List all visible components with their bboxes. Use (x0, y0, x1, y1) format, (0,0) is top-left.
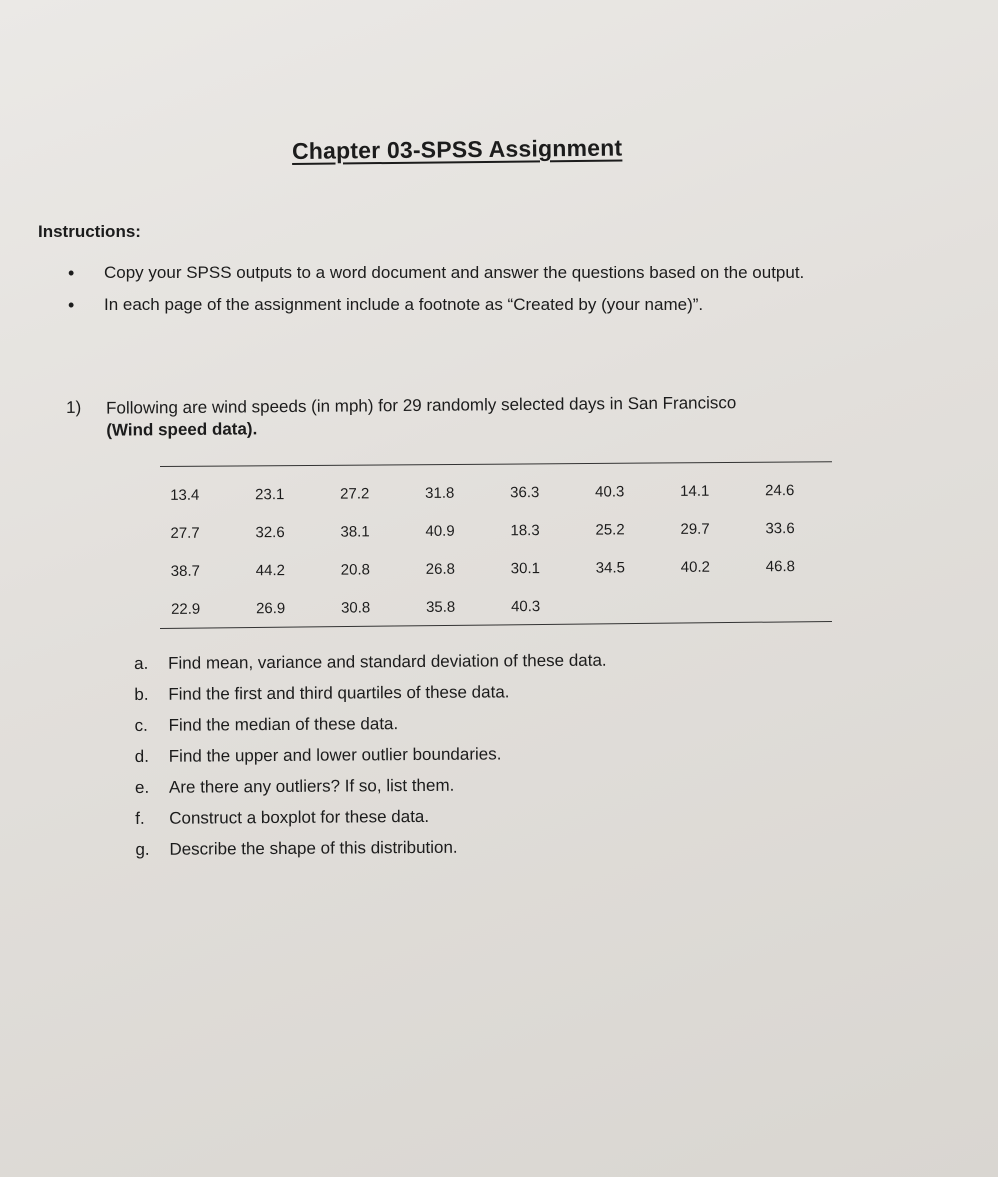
subquestion-letter: f. (135, 808, 145, 828)
instruction-item (60, 262, 880, 284)
table-cell: 30.8 (340, 598, 371, 617)
subquestion-letter: b. (134, 684, 149, 704)
data-table (160, 471, 841, 628)
table-cell: 26.9 (255, 599, 286, 617)
bullet-icon: • (68, 263, 75, 283)
subquestion-letter: d. (134, 746, 150, 766)
subquestion-item (130, 707, 607, 741)
question-prompt: Following are wind speeds (in mph) for 29 randomly selected days in San Francisco (106, 393, 737, 418)
instruction-item (60, 294, 880, 316)
instruction-text: Copy your SPSS outputs to a word document and answer the questions based on the output. (104, 263, 805, 282)
table-cell: 26.8 (425, 560, 456, 578)
table-cell: 36.3 (510, 483, 540, 501)
table-cell: 20.8 (340, 560, 371, 579)
table-cell: 33.6 (765, 519, 795, 537)
subquestion-list (130, 645, 608, 865)
subquestion-item (131, 800, 608, 834)
question-1 (66, 391, 886, 440)
subquestion-item (131, 831, 608, 865)
subquestion-text: Find the first and third quartiles of these data. (168, 682, 510, 704)
page-title: Chapter 03-SPSS Assignment (291, 134, 623, 164)
subquestion-letter: g. (135, 839, 150, 859)
subquestion-item (131, 738, 608, 772)
subquestion-text: Find the median of these data. (168, 714, 399, 735)
subquestion-letter: a. (134, 653, 149, 673)
table-row (161, 547, 841, 590)
table-cell (586, 586, 671, 625)
table-cell: 32.6 (255, 523, 285, 541)
table-cell: 24.6 (765, 481, 795, 499)
table-cell: 34.5 (595, 558, 626, 577)
question-text (106, 391, 866, 442)
table-cell: 40.9 (425, 522, 455, 540)
table-cell: 30.1 (510, 559, 541, 577)
table-cell: 40.3 (595, 482, 625, 501)
subquestion-text: Find mean, variance and standard deviation of these data. (168, 650, 607, 673)
table-cell: 23.1 (255, 485, 285, 503)
subquestion-text: Find the upper and lower outlier boundaries. (168, 744, 502, 766)
table-cell: 35.8 (425, 598, 456, 616)
bullet-icon: • (68, 295, 75, 315)
table-top-rule (160, 461, 832, 467)
subquestion-text: Describe the shape of this distribution. (169, 837, 458, 859)
table-cell: 29.7 (680, 520, 710, 538)
subquestion-letter: c. (134, 715, 148, 735)
table-cell: 25.2 (595, 520, 625, 539)
subquestion-text: Are there any outliers? If so, list them. (168, 775, 455, 797)
table-cell: 14.1 (680, 482, 710, 500)
table-row (160, 509, 840, 552)
instructions-list (60, 262, 880, 326)
instructions-heading: Instructions: (38, 222, 141, 241)
table-cell (671, 585, 756, 624)
table-cell: 13.4 (170, 486, 200, 504)
subquestion-item (131, 769, 608, 803)
table-cell: 31.8 (425, 484, 455, 502)
table-cell: 18.3 (510, 521, 540, 539)
table-cell (756, 585, 841, 624)
question-source: (Wind speed data). (106, 419, 258, 440)
table-cell: 22.9 (170, 600, 201, 618)
subquestion-text: Construct a boxplot for these data. (169, 806, 430, 828)
table-cell: 44.2 (255, 561, 286, 579)
table-cell: 27.7 (170, 524, 200, 542)
question-number: 1) (66, 397, 82, 417)
subquestion-item (130, 676, 607, 710)
table-row (160, 471, 840, 514)
subquestion-letter: e. (134, 777, 150, 797)
table-cell: 40.2 (680, 558, 710, 576)
table-cell: 46.8 (765, 557, 795, 575)
instruction-text: In each page of the assignment include a footnote as “Created by (your name)”. (104, 295, 704, 314)
table-cell: 27.2 (340, 484, 370, 503)
table-cell: 38.1 (340, 522, 370, 541)
table-cell: 40.3 (510, 597, 541, 615)
table-cell: 38.7 (170, 562, 201, 580)
subquestion-item (130, 645, 607, 679)
